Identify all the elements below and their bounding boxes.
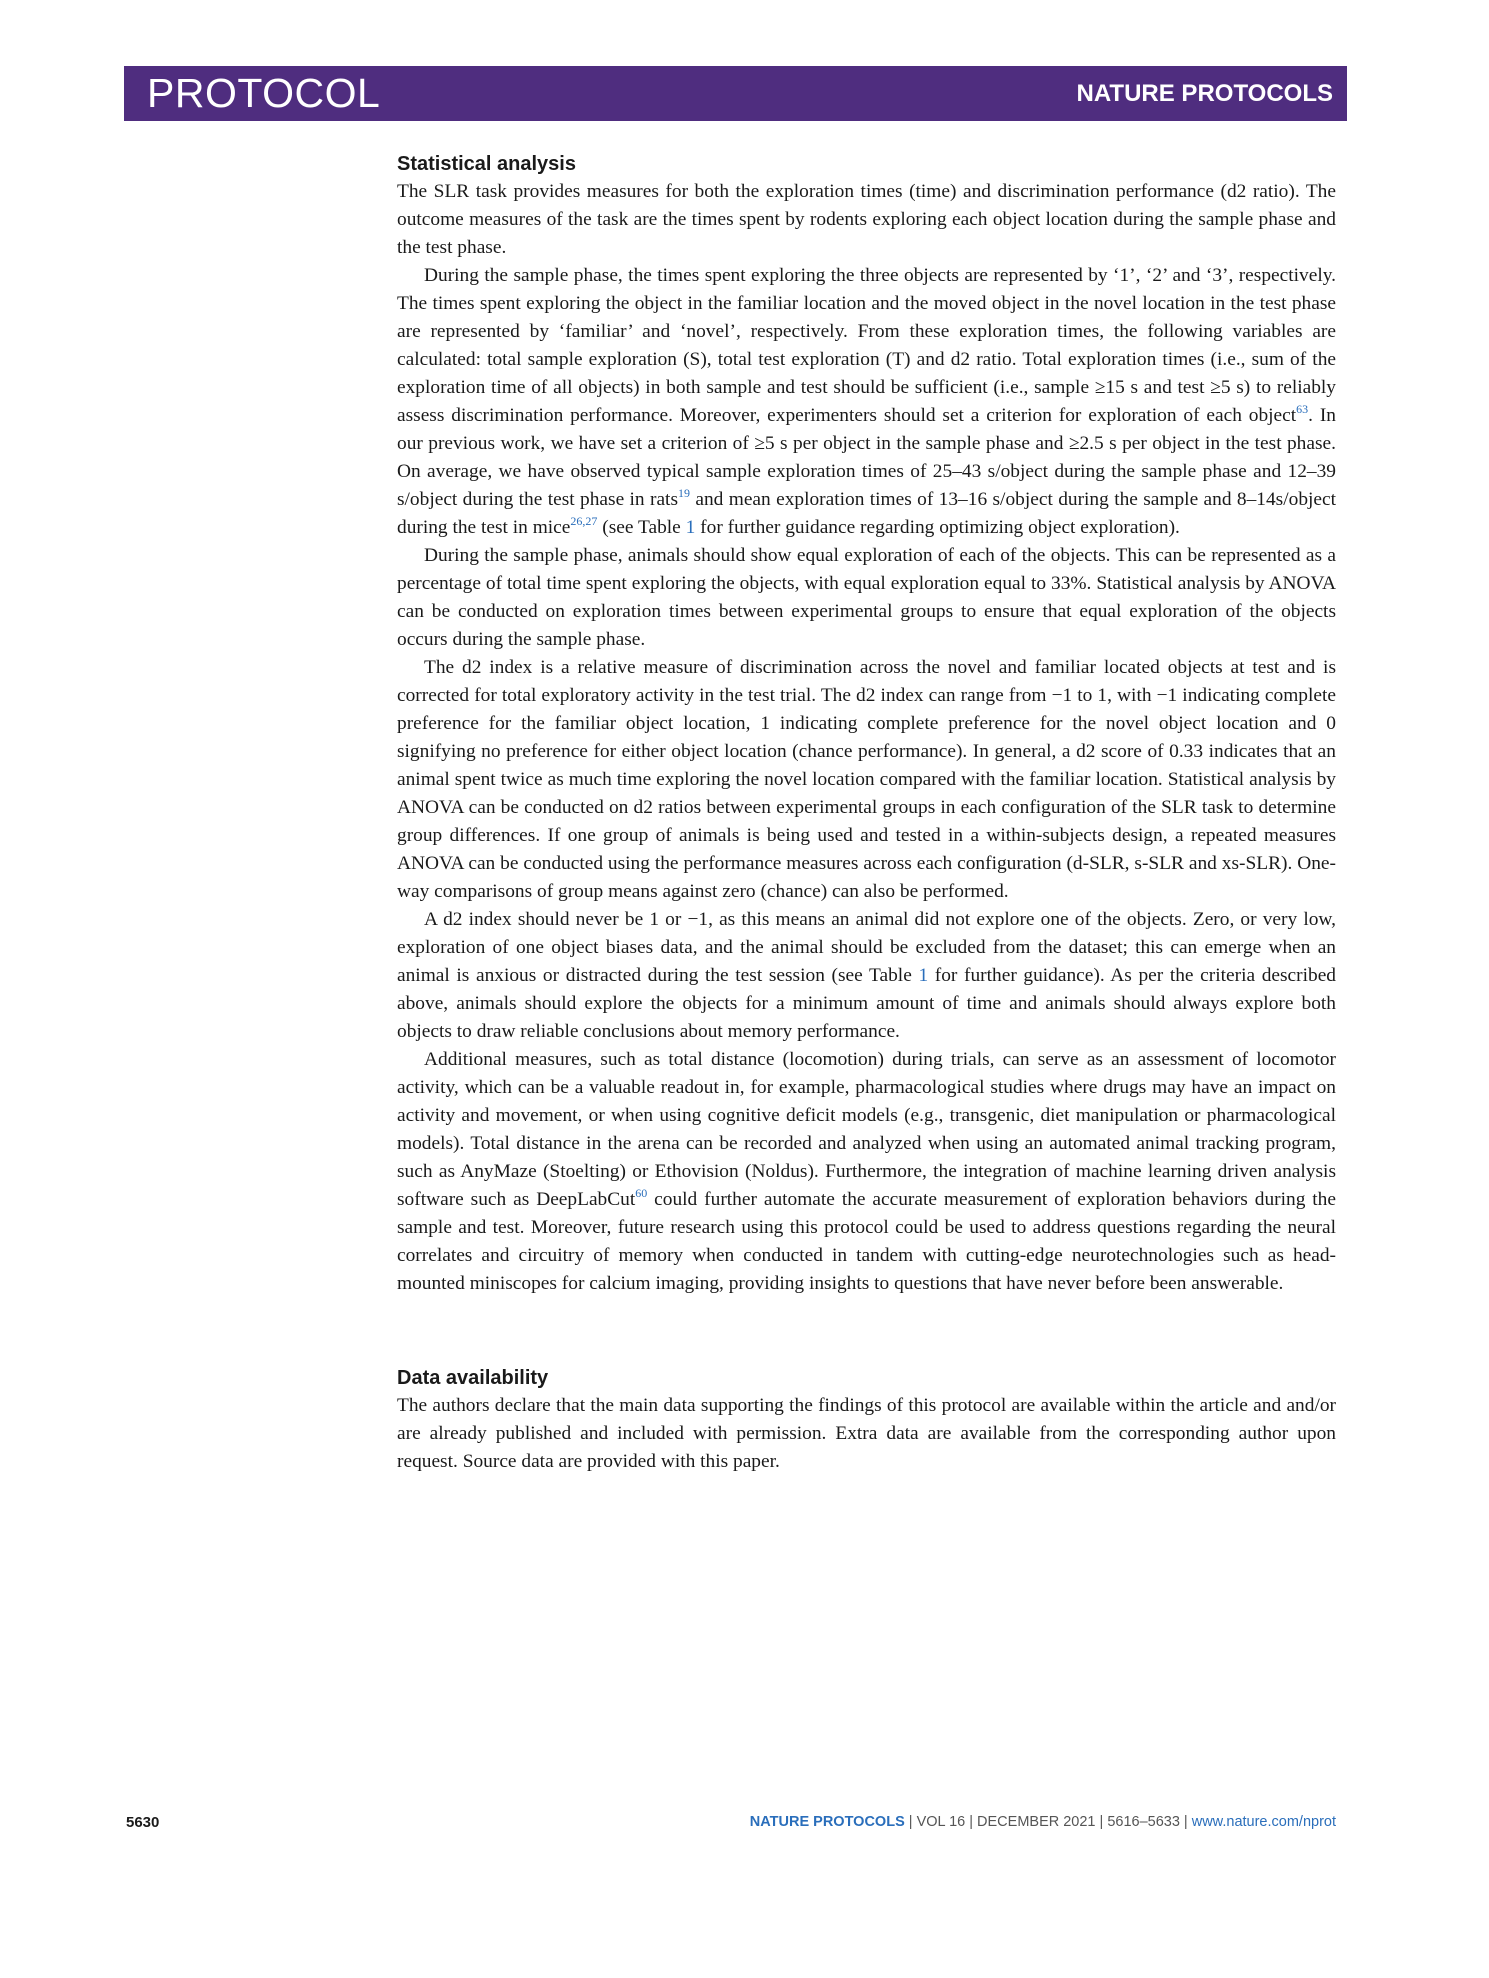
paragraph: The d2 index is a relative measure of discrimination across the novel and familiar located objects at test and is corrected for total exploratory activity in the test trial. The d2 index can range from −1 to 1, with −1 indicating complete preference for the familiar object location, 1 indicating complete preference for the novel object location and 0 signifying no preference for either object location (chance performance). In general, a d2 score of 0.33 indicates that an animal spent twice as much time exploring the novel location compared with the familiar location. Statistical analysis by ANOVA can be conducted on d2 ratios between experimental groups in each configuration of the SLR task to determine group differences. If one group of animals is being used and tested in a within-subjects design, a repeated measures ANOVA can be conducted using the performance measures across each configuration (d-SLR, s-SLR and xs-SLR). One-way comparisons of group means against zero (chance) can also be performed.	[397, 657, 1336, 902]
paragraph-text: and mean exploration times of 13–16 s/object during the sample and 8–14s/object during the test in mice	[397, 489, 1336, 538]
footer-journal-name: NATURE PROTOCOLS	[749, 1814, 905, 1830]
paragraph	[397, 1046, 1336, 1298]
footer-citation-text: | VOL 16 | DECEMBER 2021 | 5616–5633 |	[904, 1814, 1192, 1830]
paragraph-text: During the sample phase, the times spent exploring the three objects are represented by ‘1’, ‘2’ and ‘3’, respectively. The times spent exploring the object in the familiar location and the moved object in the novel location in the test phase are represented by ‘familiar’ and ‘novel’, respectively. From these exploration times, the following variables are calculated: total sample exploration (S), total test exploration (T) and d2 ratio. Total exploration times (i.e., sum of the exploration time of all objects) in both sample and test should be sufficient (i.e., sample ≥15 s and test ≥5 s) to reliably assess discrimination performance. Moreover, experimenters should set a criterion for exploration of each object	[397, 265, 1336, 426]
header-bar	[124, 66, 1347, 121]
paragraph-text: (see Table	[597, 517, 686, 538]
paragraph: The authors declare that the main data supporting the findings of this protocol are available within the article and and/or are already published and included with permission. Extra data are available from the corresponding author upon request. Source data are provided with this paper.	[397, 1395, 1336, 1472]
journal-name: NATURE PROTOCOLS	[1076, 80, 1333, 107]
paragraph-text: A d2 index should never be 1 or −1, as this means an animal did not explore one of the objects. Zero, or very low, exploration of one object biases data, and the animal should be excluded from the dataset; this can emerge when an animal is anxious or distracted during the test session (see Table	[397, 909, 1336, 986]
section-title-statistical-analysis: Statistical analysis	[397, 153, 576, 175]
reference-link[interactable]: 26,27	[570, 514, 598, 528]
paragraph: During the sample phase, animals should show equal exploration of each of the objects. This can be represented as a percentage of total time spent exploring the objects, with equal exploration equal to 33%. Statistical analysis by ANOVA can be conducted on exploration times between experimental groups to ensure that equal exploration of the objects occurs during the sample phase.	[397, 545, 1336, 650]
table-link[interactable]: 1	[685, 517, 696, 538]
footer-url-link[interactable]: www.nature.com/nprot	[1191, 1814, 1336, 1830]
page-number: 5630	[126, 1814, 160, 1831]
article-type-label: PROTOCOL	[147, 70, 381, 116]
paragraph-text: could further automate the accurate measurement of exploration behaviors during the sample and test. Moreover, future research using this protocol could be used to address questions regarding the neural correlates and circuitry of memory when conducted in tandem with cutting-edge neurotechnologies such as head-mounted miniscopes for calcium imaging, providing insights to questions that have never before been answerable.	[397, 1189, 1336, 1294]
reference-link[interactable]: 63	[1296, 402, 1309, 416]
paragraph: The SLR task provides measures for both the exploration times (time) and discrimination performance (d2 ratio). The outcome measures of the task are the times spent by rodents exploring each object location during the sample phase and the test phase.	[397, 181, 1336, 258]
paragraph	[397, 906, 1336, 1046]
paragraph-text: . In our previous work, we have set a criterion of ≥5 s per object in the sample phase and ≥2.5 s per object in the test phase. On average, we have observed typical sample exploration times of 25–43 s/object during the sample phase and 12–39 s/object during the test phase in rats	[397, 405, 1336, 510]
section-title-data-availability: Data availability	[397, 1367, 549, 1389]
main-content	[397, 150, 1336, 1476]
paragraph-text: Additional measures, such as total distance (locomotion) during trials, can serve as an assessment of locomotor activity, which can be a valuable readout in, for example, pharmacological studies where drugs may have an impact on activity and movement, or when using cognitive deficit models (e.g., transgenic, diet manipulation or pharmacological models). Total distance in the arena can be recorded and analyzed when using an automated animal tracking program, such as AnyMaze (Stoelting) or Ethovision (Noldus). Furthermore, the integration of machine learning driven analysis software such as DeepLabCut	[397, 1049, 1336, 1210]
reference-link[interactable]: 60	[635, 1186, 648, 1200]
paragraph-text: for further guidance). As per the criteria described above, animals should explore the objects for a minimum amount of time and animals should always explore both objects to draw reliable conclusions about memory performance.	[397, 965, 1336, 1042]
paragraph	[397, 262, 1336, 542]
reference-link[interactable]: 19	[678, 486, 690, 500]
paragraph-text: for further guidance regarding optimizing object exploration).	[695, 517, 1180, 538]
footer-citation	[750, 1814, 1336, 1830]
data-availability-section	[397, 1364, 1336, 1476]
table-link[interactable]: 1	[918, 965, 929, 986]
